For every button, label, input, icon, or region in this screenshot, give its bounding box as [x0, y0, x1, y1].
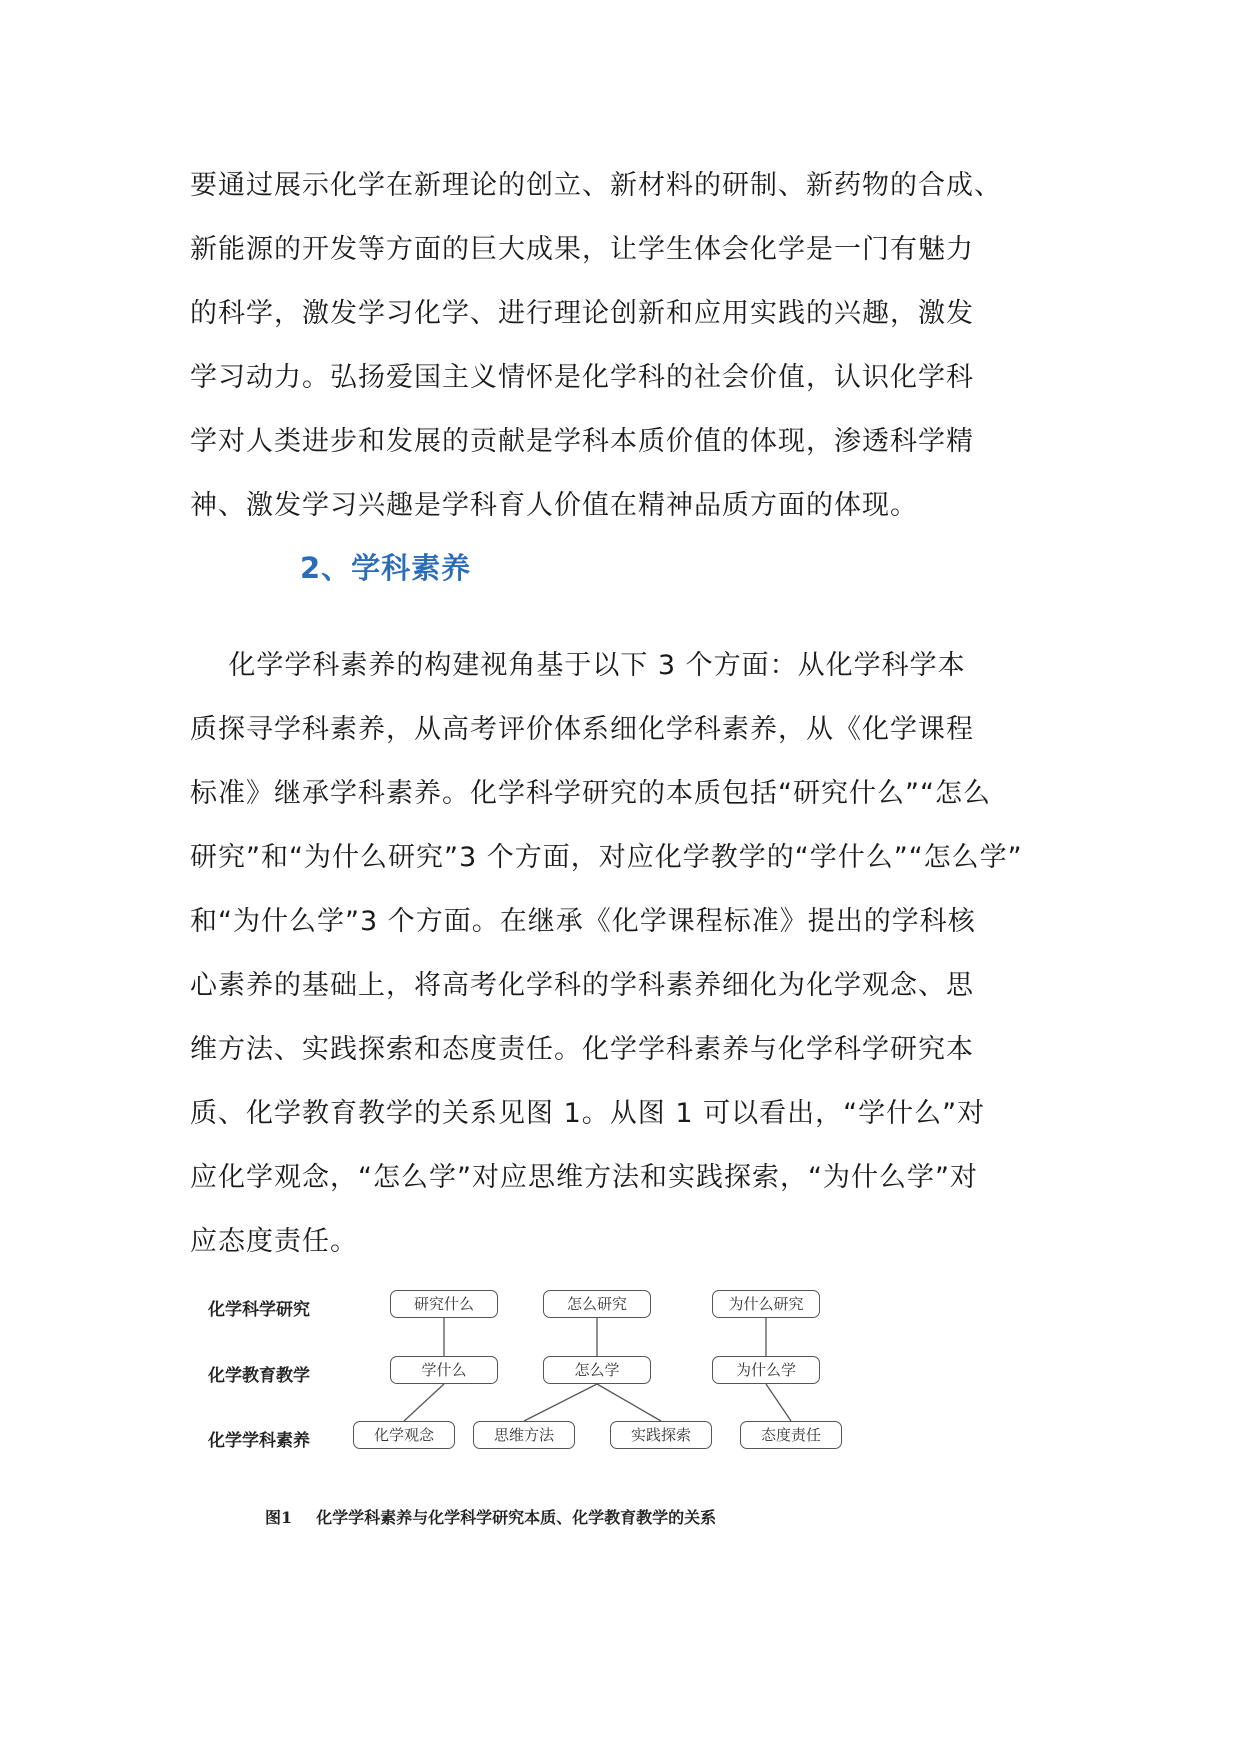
node-learn-why: 为什么学: [712, 1356, 820, 1384]
text-line: 质探寻学科素养，从高考评价体系细化学科素养，从《化学课程: [190, 714, 974, 745]
node-attitude-responsibility: 态度责任: [740, 1421, 842, 1449]
text-line: 神、激发学习兴趣是学科育人价值在精神品质方面的体现。: [190, 490, 918, 521]
node-practice-exploration: 实践探索: [610, 1421, 712, 1449]
text-line: 学习动力。弘扬爱国主义情怀是化学科的社会价值，认识化学科: [190, 362, 974, 393]
text-line: 要通过展示化学在新理论的创立、新材料的研制、新药物的合成、: [190, 170, 1002, 201]
row-label-teaching: 化学教育教学: [208, 1366, 310, 1386]
text-line: 新能源的开发等方面的巨大成果，让学生体会化学是一门有魅力: [190, 234, 974, 265]
row-label-research: 化学科学研究: [208, 1300, 310, 1320]
paragraph-literacy: [190, 634, 1052, 1274]
text-line: 心素养的基础上，将高考化学科的学科素养细化为化学观念、思: [190, 970, 974, 1001]
text-line: 应化学观念，“怎么学”对应思维方法和实践探索，“为什么学”对: [190, 1162, 978, 1193]
connector-line: [766, 1384, 791, 1421]
paragraph-values: [190, 154, 1052, 538]
text-line: 维方法、实践探索和态度责任。化学学科素养与化学科学研究本: [190, 1034, 974, 1065]
text-line: 的科学，激发学习化学、进行理论创新和应用实践的兴趣，激发: [190, 298, 974, 329]
node-thinking-methods: 思维方法: [473, 1421, 575, 1449]
node-learn-what: 学什么: [390, 1356, 498, 1384]
connector-line: [524, 1384, 597, 1421]
node-chemistry-concepts: 化学观念: [353, 1421, 455, 1449]
figure-number: 图1: [265, 1508, 293, 1527]
text-line: 学对人类进步和发展的贡献是学科本质价值的体现，渗透科学精: [190, 426, 974, 457]
node-research-what: 研究什么: [390, 1290, 498, 1318]
section-heading: 2、学科素养: [300, 551, 472, 585]
figure-caption: [265, 1505, 716, 1528]
connector-line: [597, 1384, 661, 1421]
text-line: 研究”和“为什么研究”3 个方面，对应化学教学的“学什么”“怎么学”: [190, 842, 1023, 873]
figure-caption-text: 化学学科素养与化学科学研究本质、化学教育教学的关系: [316, 1508, 717, 1527]
node-learn-how: 怎么学: [543, 1356, 651, 1384]
text-line: 应态度责任。: [190, 1226, 358, 1257]
figure-1-diagram: [190, 1290, 890, 1530]
text-line: 质、化学教育教学的关系见图 1。从图 1 可以看出，“学什么”对: [190, 1098, 986, 1129]
connector-line: [404, 1384, 444, 1421]
text-line: 标准》继承学科素养。化学科学研究的本质包括“研究什么”“怎么: [190, 778, 991, 809]
row-label-literacy: 化学学科素养: [208, 1431, 310, 1451]
text-line: 和“为什么学”3 个方面。在继承《化学课程标准》提出的学科核: [190, 906, 976, 937]
node-research-why: 为什么研究: [712, 1290, 820, 1318]
text-line: 化学学科素养的构建视角基于以下 3 个方面：从化学科学本: [190, 650, 966, 681]
node-research-how: 怎么研究: [543, 1290, 651, 1318]
